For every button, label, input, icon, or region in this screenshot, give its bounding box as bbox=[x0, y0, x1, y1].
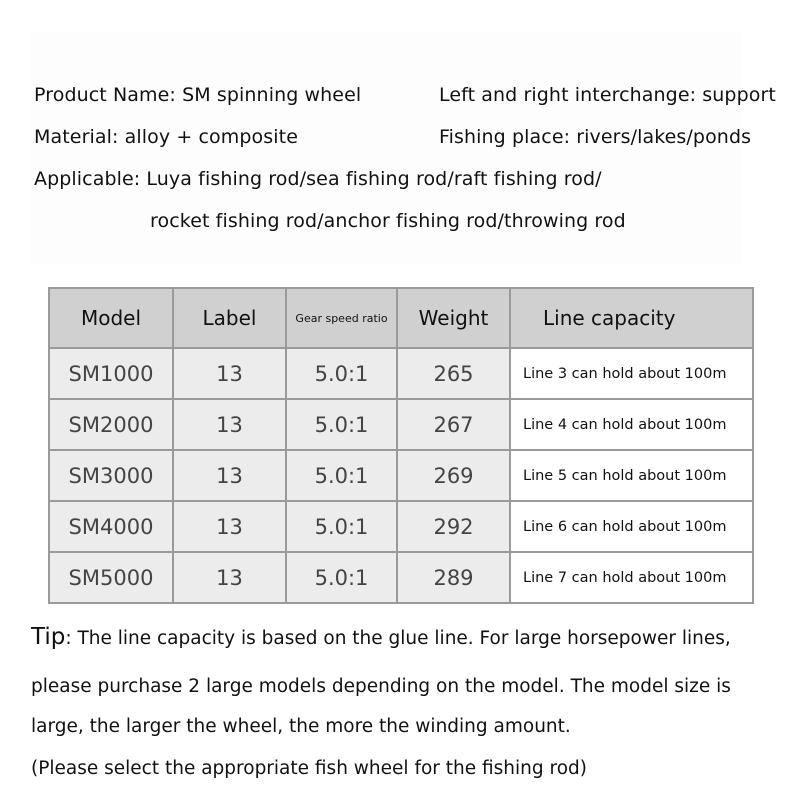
table-row bbox=[49, 450, 753, 501]
applicable-text-line1: Applicable: Luya fishing rod/sea fishing rod/raft fishing rod/ bbox=[34, 168, 602, 190]
cell-model: SM4000 bbox=[49, 501, 173, 552]
table-row bbox=[49, 348, 753, 399]
cell-label: 13 bbox=[173, 501, 286, 552]
product-name-text: Product Name: SM spinning wheel bbox=[34, 84, 362, 106]
cell-capacity: Line 6 can hold about 100m bbox=[510, 501, 753, 552]
tip-label: Tip bbox=[31, 624, 66, 650]
cell-model: SM5000 bbox=[49, 552, 173, 603]
cell-ratio: 5.0:1 bbox=[286, 450, 397, 501]
tip-text-1: : The line capacity is based on the glue line. For large horsepower lines, bbox=[65, 628, 731, 649]
interchange-text: Left and right interchange: support bbox=[439, 84, 776, 106]
header-gear-ratio: Gear speed ratio bbox=[286, 288, 397, 348]
table-row bbox=[49, 501, 753, 552]
cell-ratio: 5.0:1 bbox=[286, 501, 397, 552]
spec-table bbox=[48, 287, 754, 604]
table-row bbox=[49, 552, 753, 603]
material-text: Material: alloy + composite bbox=[34, 126, 298, 148]
header-line-capacity: Line capacity bbox=[510, 288, 753, 348]
cell-model: SM3000 bbox=[49, 450, 173, 501]
cell-weight: 269 bbox=[397, 450, 510, 501]
table-row bbox=[49, 399, 753, 450]
cell-weight: 292 bbox=[397, 501, 510, 552]
applicable-text-line2: rocket fishing rod/anchor fishing rod/throwing rod bbox=[150, 210, 626, 232]
tip-line-2: please purchase 2 large models depending on the model. The model size is bbox=[31, 676, 731, 697]
cell-label: 13 bbox=[173, 552, 286, 603]
header-weight: Weight bbox=[397, 288, 510, 348]
cell-label: 13 bbox=[173, 399, 286, 450]
table-header-row bbox=[49, 288, 753, 348]
cell-ratio: 5.0:1 bbox=[286, 399, 397, 450]
cell-capacity: Line 3 can hold about 100m bbox=[510, 348, 753, 399]
tip-line-4: (Please select the appropriate fish wheel for the fishing rod) bbox=[31, 758, 587, 779]
cell-weight: 265 bbox=[397, 348, 510, 399]
fishing-place-text: Fishing place: rivers/lakes/ponds bbox=[439, 126, 752, 148]
cell-capacity: Line 5 can hold about 100m bbox=[510, 450, 753, 501]
header-label: Label bbox=[173, 288, 286, 348]
cell-model: SM1000 bbox=[49, 348, 173, 399]
cell-ratio: 5.0:1 bbox=[286, 552, 397, 603]
cell-label: 13 bbox=[173, 450, 286, 501]
cell-label: 13 bbox=[173, 348, 286, 399]
cell-weight: 267 bbox=[397, 399, 510, 450]
cell-weight: 289 bbox=[397, 552, 510, 603]
cell-model: SM2000 bbox=[49, 399, 173, 450]
cell-capacity: Line 4 can hold about 100m bbox=[510, 399, 753, 450]
header-model: Model bbox=[49, 288, 173, 348]
tip-line-3: large, the larger the wheel, the more the winding amount. bbox=[31, 716, 571, 737]
cell-ratio: 5.0:1 bbox=[286, 348, 397, 399]
tip-line-1 bbox=[31, 624, 731, 650]
cell-capacity: Line 7 can hold about 100m bbox=[510, 552, 753, 603]
